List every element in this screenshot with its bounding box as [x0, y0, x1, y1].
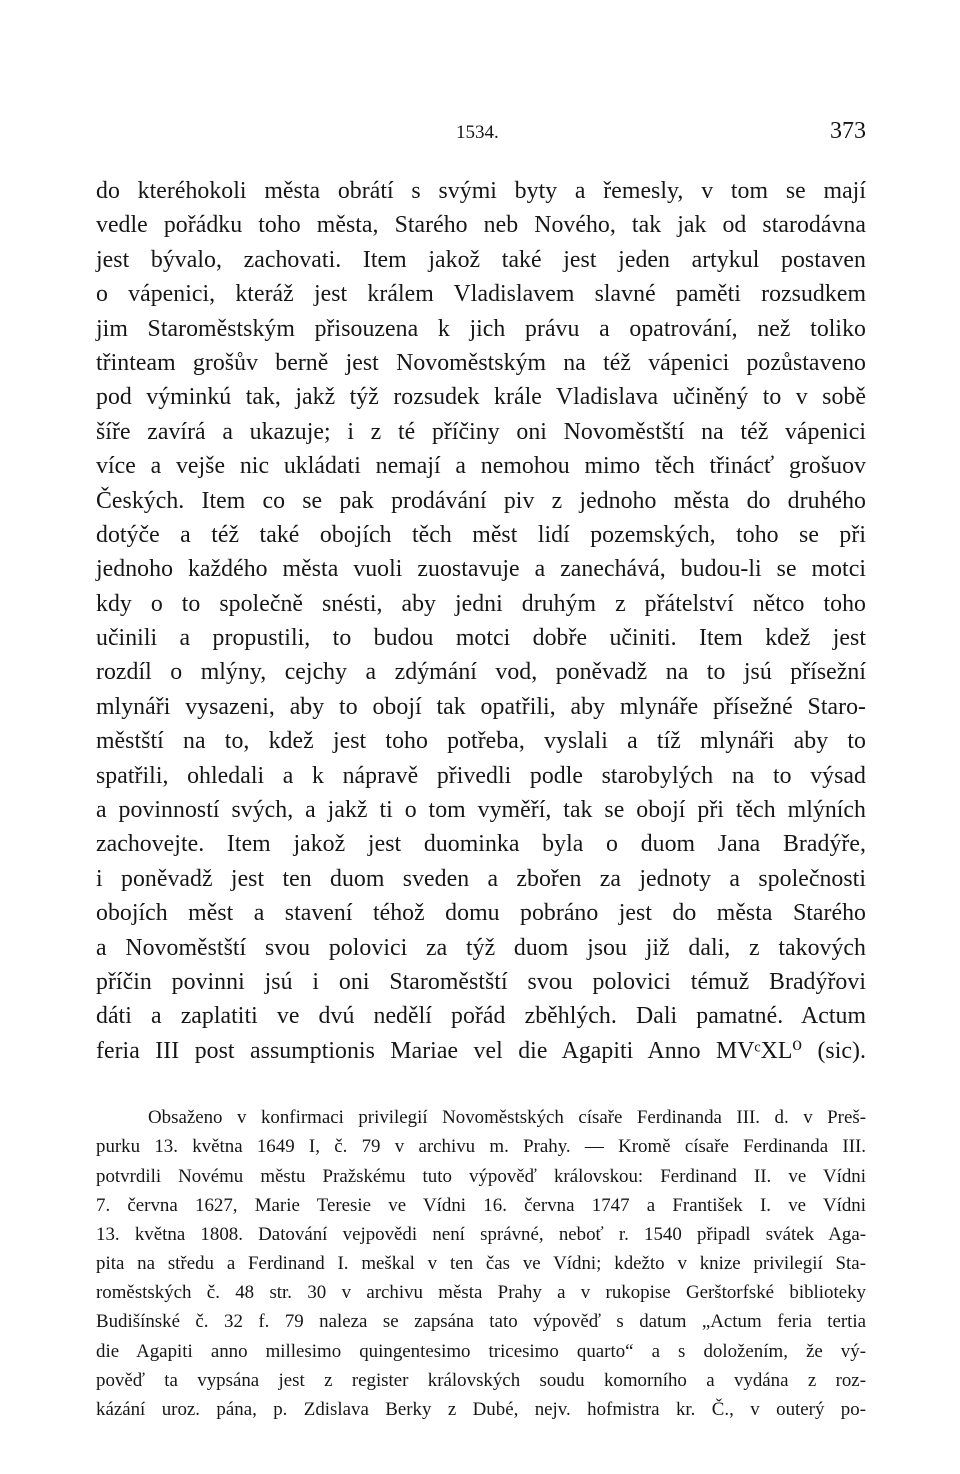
body-line: obojích měst a stavení téhož domu pobráno jest do města Starého — [96, 900, 866, 927]
footnote-line: 13. května 1808. Datování vejpovědi není správné, neboť r. 1540 připadl svátek Aga- — [96, 1223, 866, 1245]
footnote-line: die Agapiti anno millesimo quingentesimo tricesimo quarto“ a s doložením, že vý- — [96, 1340, 866, 1362]
body-line: šíře zavírá a ukazuje; i z té příčiny oni Novoměstští na též vápenici — [96, 418, 866, 445]
body-line: do kteréhokoli města obrátí s svými byty a řemesly, v tom se mají — [96, 178, 866, 204]
body-line: jest bývalo, zachovati. Item jakož také jest jeden artykul postaven — [96, 246, 866, 273]
footnote-line: pověď ta vypsána jest z register královských soudu komorního a vydána z roz- — [96, 1369, 866, 1391]
footnote-line: purku 13. května 1649 I, č. 79 v archivu m. Prahy. — Kromě císaře Ferdinanda III. — [96, 1136, 866, 1158]
body-line: o vápenici, kteráž jest králem Vladislavem slavné paměti rozsudkem — [96, 281, 866, 308]
body-line: zachovejte. Item jakož jest duominka byla o duom Jana Bradýře, — [96, 831, 866, 858]
footnote-line: potvrdili Novému městu Pražskému tuto výpověď královskou: Ferdinand II. ve Vídni — [96, 1165, 866, 1187]
body-line: příčin povinni jsú i oni Staroměstští svou polovici témuž Bradýřovi — [96, 968, 866, 995]
body-line: spatřili, ohledali a k nápravě přivedli podle starobylých na to výsad — [96, 762, 866, 789]
body-line: dotýče a též také obojích těch měst lidí pozemských, toho se při — [96, 521, 866, 548]
body-line: feria III post assumptionis Mariae vel die Agapiti Anno MVᶜXL⁰ (sic). — [96, 1037, 866, 1064]
body-line: městští na to, kdež jest toho potřeba, vyslali a tíž mlynáři aby to — [96, 728, 866, 755]
footnote-line: roměstských č. 48 str. 30 v archivu města Prahy a v rukopise Gerštorfské biblioteky — [96, 1282, 866, 1304]
body-line: mlynáři vysazeni, aby to obojí tak opatřili, aby mlynáře přísežné Staro- — [96, 693, 866, 720]
footnote-line: Budišínské č. 32 f. 79 naleza se zapsána tato výpověď s datum „Actum feria tertia — [96, 1311, 866, 1333]
footnote-line: kázání uroz. pána, p. Zdislava Berky z Dubé, nejv. hofmistra kr. Č., v outerý po- — [96, 1399, 866, 1421]
body-line: rozdíl o mlýny, cejchy a zdýmání vod, poněvadž na to jsú přísežní — [96, 659, 866, 686]
body-line: dáti a zaplatiti ve dvú nedělí pořád zběhlých. Dali pamatné. Actum — [96, 1003, 866, 1030]
footnote-line: pita na středu a Ferdinand I. meškal v ten čas ve Vídni; kdežto v knize privilegií Sta- — [96, 1253, 866, 1275]
footnote-line: Obsaženo v konfirmaci privilegií Novoměstských císaře Ferdinanda III. d. v Preš- — [148, 1107, 866, 1129]
body-line: učinili a propustili, to budou motci dobře učiniti. Item kdež jest — [96, 625, 866, 652]
page — [96, 118, 866, 1424]
body-line: Českých. Item co se pak prodávání piv z jednoho města do druhého — [96, 487, 866, 514]
footnote — [96, 1103, 866, 1424]
body-line: i poněvadž jest ten duom sveden a zbořen za jednoty a společnosti — [96, 865, 866, 892]
page-number: 373 — [830, 118, 866, 144]
body-line: jim Staroměstským přisouzena k jich právu a opatrování, než toliko — [96, 315, 866, 342]
running-head — [96, 118, 866, 152]
body-text — [96, 174, 866, 1068]
body-line: vedle pořádku toho města, Starého neb Nového, tak jak od starodávna — [96, 212, 866, 239]
body-line: pod výminkú tak, jakž týž rozsudek krále Vladislava učiněný to v sobě — [96, 384, 866, 411]
body-line: třinteam grošův berně jest Novoměstským na též vápenici pozůstaveno — [96, 349, 866, 376]
body-line: kdy o to společně snésti, aby jedni druhým z přátelství nětco toho — [96, 590, 866, 617]
footnote-line: 7. června 1627, Marie Teresie ve Vídni 16. června 1747 a František I. ve Vídni — [96, 1194, 866, 1216]
running-head-year: 1534. — [456, 122, 499, 143]
body-line: a povinností svých, a jakž ti o tom vyměří, tak se obojí při těch mlýních — [96, 797, 866, 824]
body-line: jednoho každého města vuoli zuostavuje a zanechává, budou-li se motci — [96, 556, 866, 583]
body-line: více a vejše nic ukládati nemají a nemohou mimo těch třinácť grošuov — [96, 453, 866, 480]
body-line: a Novoměstští svou polovici za týž duom jsou již dali, z takových — [96, 934, 866, 961]
